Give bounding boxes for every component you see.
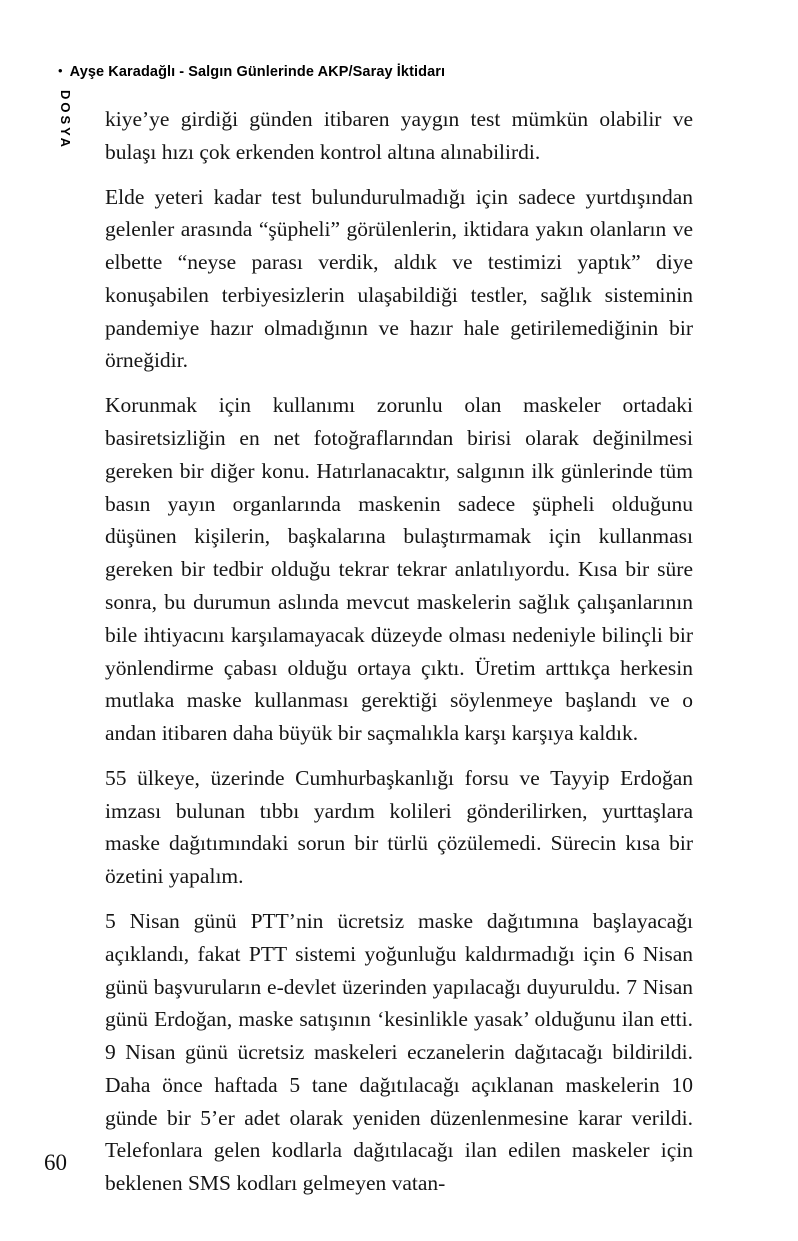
- body-paragraph-2: Elde yeteri kadar test bulundurulmadığı için sadece yurtdışından gelenler arasında “şüpheli” görülenlerin, iktidara yakın olanların ve elbette “neyse parası verdik, aldık ve testimizi yaptık” diye konuşabilen terbiyesizlerin ulaşabildiği testler, sağlık sisteminin pandemiye hazır olmadığının ve hazır hale getirilemediğinin bir örneğidir.: [105, 184, 693, 373]
- author-name: Ayşe Karadağlı: [69, 64, 176, 80]
- running-header: [58, 63, 445, 80]
- body-paragraph-5: 5 Nisan günü PTT’nin ücretsiz maske dağıtımına başlayacağı açıklandı, fakat PTT sistemi yoğunluğu kaldırmadığı için 6 Nisan günü başvuruların e-devlet üzerinden yapılacağı duyuruldu. 7 Nisan günü Erdoğan, maske satışının ‘kesinlikle yasak’ olduğunu ilan etti. 9 Nisan günü ücretsiz maskeleri eczanelerin dağıtacağı bildirildi. Daha önce haftada 5 tane dağıtılacağı açıklanan maskelerin 10 günde bir 5’er adet olarak yeniden düzenlenmesine karar verildi. Telefonlara gelen kodlarla dağıtılacağı ilan edilen maskeler için beklenen SMS kodları gelmeyen vatan-: [105, 908, 693, 1196]
- body-text-block: [105, 103, 693, 1212]
- header-bullet-icon: •: [58, 63, 63, 78]
- body-paragraph-1: kiye’ye girdiği günden itibaren yaygın test mümkün olabilir ve bulaşı hızı çok erkenden kontrol altına alınabilirdi.: [105, 107, 693, 164]
- body-paragraph-4: 55 ülkeye, üzerinde Cumhurbaşkanlığı forsu ve Tayyip Erdoğan imzası bulunan tıbbı yardım kolileri gönderilirken, yurttaşlara maske dağıtımındaki sorun bir türlü çözülemedi. Sürecin kısa bir özetini yapalım.: [105, 765, 693, 889]
- side-label-dosya: DOSYA: [58, 90, 73, 151]
- body-paragraph-3: Korunmak için kullanımı zorunlu olan maskeler ortadaki basiretsizliğin en net fotoğraflarından birisi olarak değinilmesi gereken bir diğer konu. Hatırlanacaktır, salgının ilk günlerinde tüm basın yayın organlarında maskenin sadece şüpheli olduğunu düşünen kişilerin, başkalarına bulaştırmamak için kullanması gereken bir tedbir olduğu tekrar tekrar anlatılıyordu. Kısa bir süre sonra, bu durumun aslında mevcut maskelerin sağlık çalışanlarının bile ihtiyacını karşılamayacak düzeyde olması nedeniyle bilinçli bir yönlendirme çabası olduğu ortaya çıktı. Üretim arttıkça herkesin mutlaka maske kullanması gerektiği söylenmeye başlandı ve o andan itibaren daha büyük bir saçmalıkla karşı karşıya kaldık.: [105, 393, 693, 746]
- book-title: Salgın Günlerinde AKP/Saray İktidarı: [188, 64, 446, 80]
- page-number: 60: [44, 1150, 67, 1175]
- header-separator: -: [179, 64, 185, 80]
